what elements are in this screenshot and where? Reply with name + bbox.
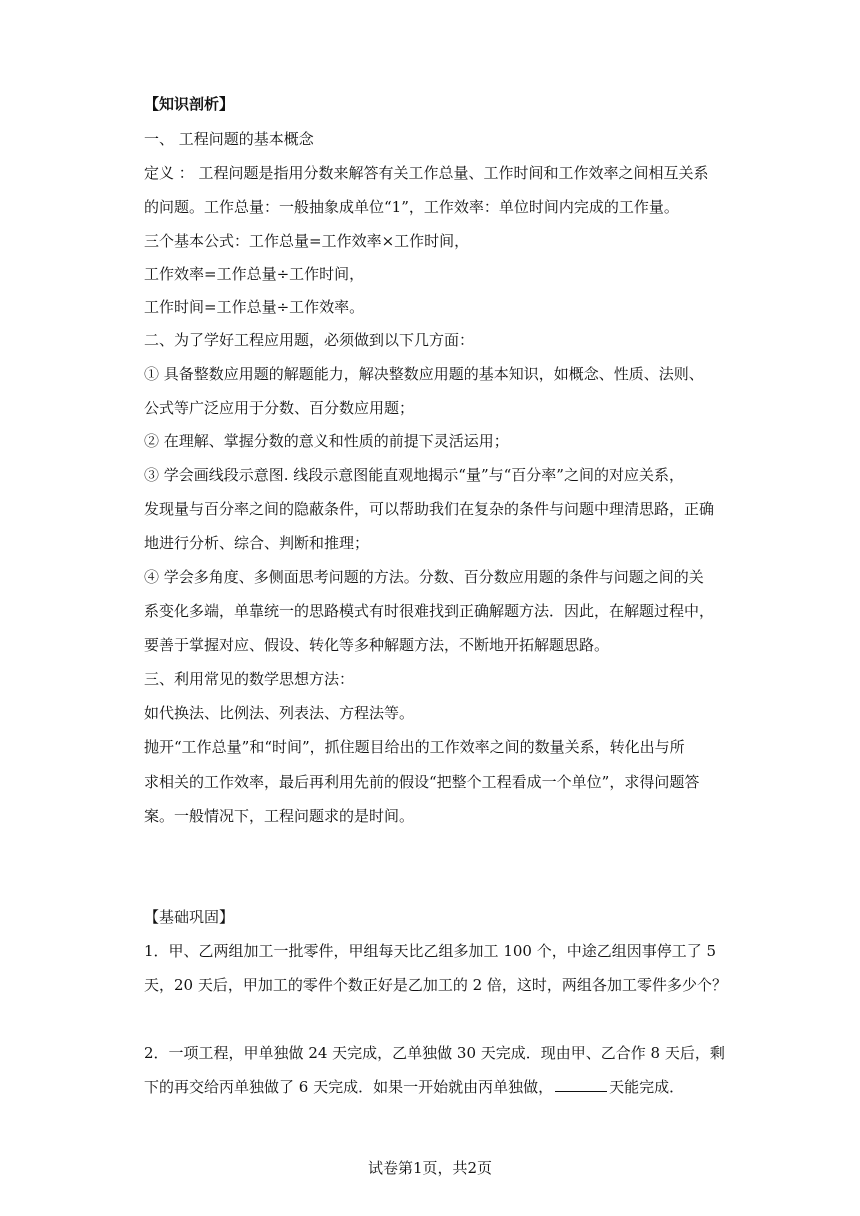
analysis-line-21: 案。一般情况下，工程问题求的是时间。 [144,807,415,825]
analysis-line-18: 如代换法、比例法、列表法、方程法等。 [144,704,415,722]
analysis-line-15: 系变化多端，单靠统一的思路模式有时很难找到正确解题方法．因此，在解题过程中， [144,602,715,620]
analysis-line-7: 二、为了学好工程应用题，必须做到以下几方面： [144,331,475,349]
analysis-line-17: 三、利用常见的数学思想方法： [144,670,355,688]
analysis-line-4: 三个基本公式：工作总量=工作效率×工作时间， [144,232,470,250]
question-2-line-2 [144,1077,724,1097]
analysis-line-11: ③ 学会画线段示意图. 线段示意图能直观地揭示“量”与“百分率”之间的对应关系， [144,466,684,484]
analysis-line-19: 抛开“工作总量”和“时间”，抓住题目给出的工作效率之间的数量关系，转化出与所 [144,738,685,756]
analysis-line-1: 一、 工程问题的基本概念 [144,130,314,148]
analysis-line-12: 发现量与百分率之间的隐蔽条件，可以帮助我们在复杂的条件与问题中理清思路，正确 [144,500,715,518]
knowledge-analysis-heading: 【知识剖析】 [144,95,235,113]
analysis-line-10: ② 在理解、掌握分数的意义和性质的前提下灵活运用； [144,432,509,450]
analysis-line-2: 定义 ： 工程问题是指用分数来解答有关工作总量、工作时间和工作效率之间相互关系 [144,164,709,182]
analysis-line-8: ① 具备整数应用题的解题能力，解决整数应用题的基本知识，如概念、性质、法则、 [144,365,704,383]
answer-blank[interactable] [555,1077,607,1092]
analysis-line-3: 的问题。工作总量：一般抽象成单位“1”，工作效率：单位时间内完成的工作量。 [144,198,679,216]
analysis-line-14: ④ 学会多角度、多侧面思考问题的方法。分数、百分数应用题的条件与问题之间的关 [144,568,704,586]
analysis-line-20: 求相关的工作效率，最后再利用先前的假设“把整个工程看成一个单位”，求得问题答 [144,773,700,791]
analysis-line-5: 工作效率=工作总量÷工作时间， [144,265,365,283]
question-2-text-before-blank: 下的再交给丙单独做了 6 天完成．如果一开始就由丙单独做， [144,1078,554,1096]
analysis-line-6: 工作时间=工作总量÷工作效率。 [144,298,365,316]
question-1-line-1: 1．甲、乙两组加工一批零件，甲组每天比乙组多加工 100 个，中途乙组因事停工了 5 [144,942,717,960]
question-2-line-1: 2．一项工程，甲单独做 24 天完成，乙单独做 30 天完成．现由甲、乙合作 8 天后，剩 [144,1044,725,1062]
basics-heading: 【基础巩固】 [144,908,235,926]
analysis-line-16: 要善于掌握对应、假设、转化等多种解题方法，不断地开拓解题思路。 [144,636,610,654]
question-2-text-after-blank: 天能完成． [609,1078,685,1096]
page-footer: 试卷第1页，共2页 [367,1159,493,1177]
analysis-line-13: 地进行分析、综合、判断和推理； [144,534,370,552]
question-1-line-2: 天，20 天后，甲加工的零件个数正好是乙加工的 2 倍，这时，两组各加工零件多少个？ [144,976,727,994]
analysis-line-9: 公式等广泛应用于分数、百分数应用题； [144,399,415,417]
